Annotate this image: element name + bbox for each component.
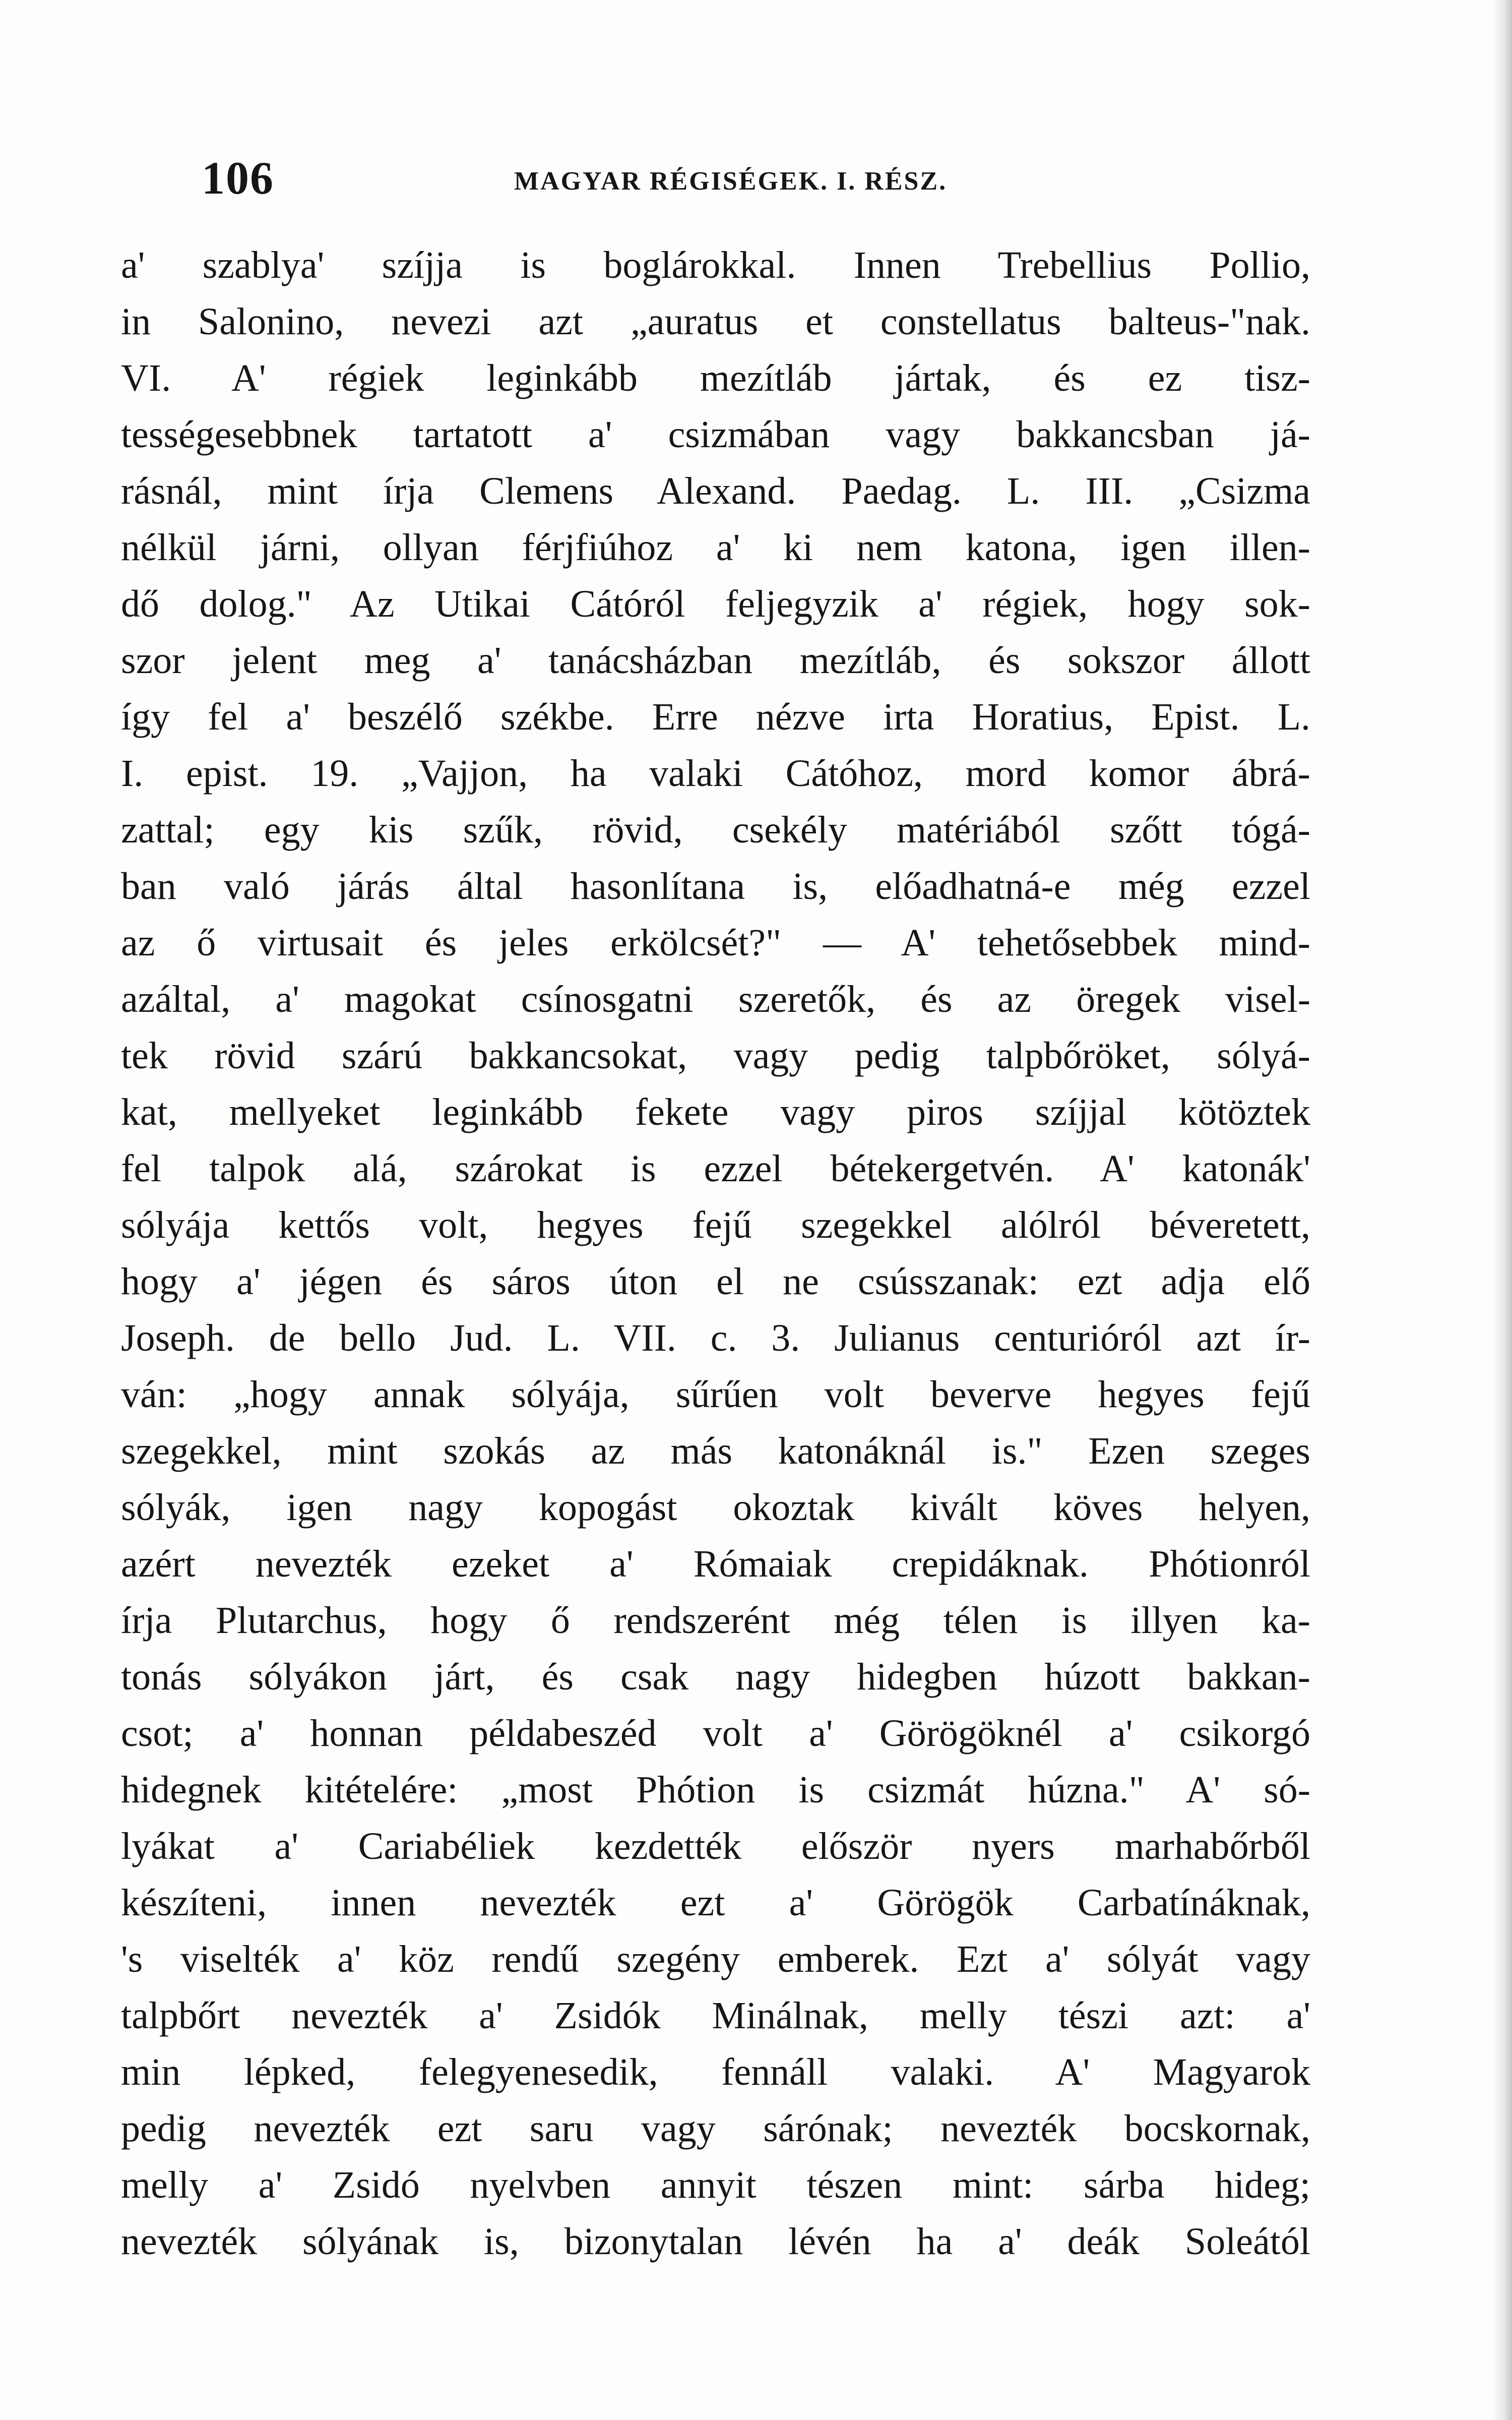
text-line: rásnál, mint írja Clemens Alexand. Paedag. L. III. „Csizma	[121, 470, 1310, 512]
text-line: hogy a' jégen és sáros úton el ne csússzanak: ezt adja elő	[121, 1260, 1310, 1303]
text-line: talpbőrt nevezték a' Zsidók Minálnak, melly tészi azt: a'	[121, 1994, 1310, 2037]
text-line: azért nevezték ezeket a' Rómaiak crepidáknak. Phótionról	[121, 1543, 1310, 1585]
text-line: készíteni, innen nevezték ezt a' Görögök Carbatínáknak,	[121, 1882, 1310, 1924]
text-line: írja Plutarchus, hogy ő rendszerént még télen is illyen ka-	[121, 1599, 1310, 1642]
text-line: kat, mellyeket leginkább fekete vagy piros szíjjal kötöztek	[121, 1091, 1310, 1133]
text-line: sólyák, igen nagy kopogást okoztak kivált köves helyen,	[121, 1486, 1310, 1529]
text-line: melly a' Zsidó nyelvben annyit tészen mint: sárba hideg;	[121, 2164, 1310, 2206]
text-line: I. epist. 19. „Vajjon, ha valaki Cátóhoz, mord komor ábrá-	[121, 752, 1310, 795]
text-line: 's viselték a' köz rendű szegény emberek. Ezt a' sólyát vagy	[121, 1938, 1310, 1980]
text-line: a' szablya' szíjja is boglárokkal. Innen Trebellius Pollio,	[121, 244, 1310, 286]
page-header	[202, 151, 1310, 212]
text-line: min lépked, felegyenesedik, fennáll valaki. A' Magyarok	[121, 2051, 1310, 2093]
body-text	[121, 237, 1310, 2270]
text-line: nélkül járni, ollyan férjfiúhoz a' ki nem katona, igen illen-	[121, 526, 1310, 569]
text-line: ban való járás által hasonlítana is, előadhatná-e még ezzel	[121, 865, 1310, 908]
text-line: tonás sólyákon járt, és csak nagy hidegben húzott bakkan-	[121, 1656, 1310, 1698]
text-line: nevezték sólyának is, bizonytalan lévén ha a' deák Soleától	[121, 2220, 1310, 2263]
text-line: in Salonino, nevezi azt „auratus et constellatus balteus-"nak.	[121, 300, 1310, 343]
text-line: fel talpok alá, szárokat is ezzel bétekergetvén. A' katonák'	[121, 1147, 1310, 1190]
text-line: lyákat a' Cariabéliek kezdették először nyers marhabőrből	[121, 1825, 1310, 1867]
text-line: csot; a' honnan példabeszéd volt a' Görögöknél a' csikorgó	[121, 1712, 1310, 1754]
text-line: ván: „hogy annak sólyája, sűrűen volt beverve hegyes fejű	[121, 1373, 1310, 1416]
text-line: szor jelent meg a' tanácsházban mezítláb, és sokszor állott	[121, 639, 1310, 682]
text-line: az ő virtusait és jeles erkölcsét?" — A' tehetősebbek mind-	[121, 922, 1310, 964]
running-head: MAGYAR RÉGISÉGEK. I. RÉSZ.	[514, 167, 948, 196]
text-line: azáltal, a' magokat csínosgatni szeretők, és az öregek visel-	[121, 978, 1310, 1020]
text-line: dő dolog." Az Utikai Cátóról feljegyzik a' régiek, hogy sok-	[121, 583, 1310, 625]
text-line: sólyája kettős volt, hegyes fejű szegekkel alólról béveretett,	[121, 1204, 1310, 1246]
text-line: így fel a' beszélő székbe. Erre nézve irta Horatius, Epist. L.	[121, 696, 1310, 738]
page-number: 106	[202, 152, 274, 204]
text-line: tek rövid szárú bakkancsokat, vagy pedig talpbőröket, sólyá-	[121, 1035, 1310, 1077]
text-line: szegekkel, mint szokás az más katonáknál is." Ezen szeges	[121, 1430, 1310, 1472]
text-line: tességesebbnek tartatott a' csizmában vagy bakkancsban já-	[121, 413, 1310, 456]
text-line: Joseph. de bello Jud. L. VII. c. 3. Julianus centurióról azt ír-	[121, 1317, 1310, 1359]
text-line: hidegnek kitételére: „most Phótion is csizmát húzna." A' só-	[121, 1769, 1310, 1811]
text-line: VI. A' régiek leginkább mezítláb jártak, és ez tisz-	[121, 357, 1310, 399]
text-line: zattal; egy kis szűk, rövid, csekély matériából szőtt tógá-	[121, 809, 1310, 851]
text-line: pedig nevezték ezt saru vagy sárónak; nevezték bocskornak,	[121, 2107, 1310, 2150]
page-edge-shadow	[1492, 0, 1512, 2420]
